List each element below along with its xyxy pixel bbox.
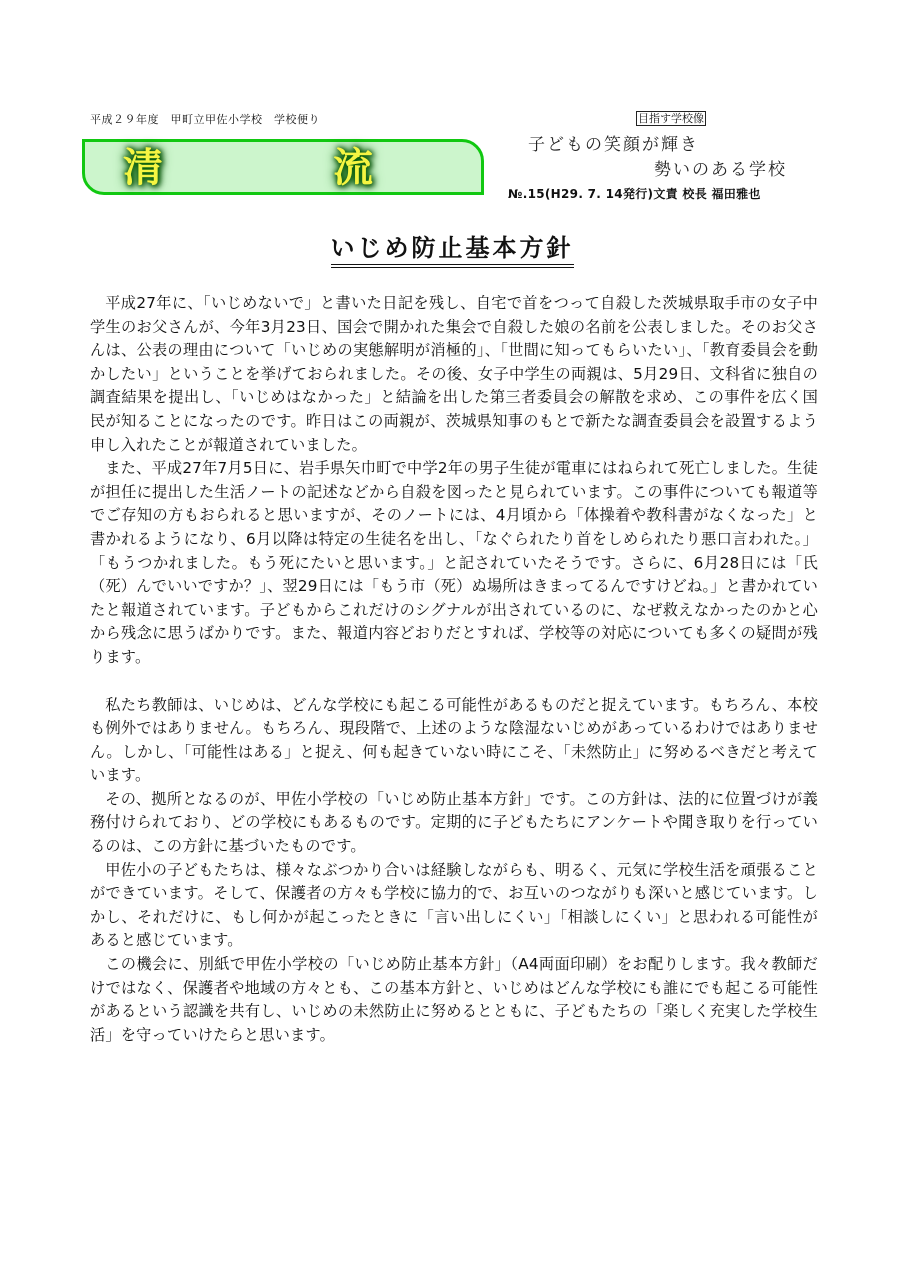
- paragraph: 甲佐小の子どもたちは、様々なぶつかり合いは経験しながらも、明るく、元気に学校生活を頑張ることができています。そして、保護者の方々も学校に協力的で、お互いのつながりも深いと感じています。しかし、それだけに、もし何かが起こったときに「言い出しにくい」「相談しにくい」と思われる可能性があると感じています。: [90, 860, 818, 950]
- newsletter-label: 平成２９年度 甲町立甲佐小学校 学校便り: [90, 113, 320, 126]
- paragraph: また、平成27年7月5日に、岩手県矢巾町で中学2年の男子生徒が電車にはねられて死亡しました。生徒が担任に提出した生活ノートの記述などから自殺を図ったと見られています。この事件についても報道等でご存知の方もおられると思いますが、そのノートには、4月頃から「体操着や教科書がなくなった」と書かれるようになり、6月以降は特定の生徒名を出し、「なぐられたり首をしめられたり悪口言われた。」「もうつかれました。もう死にたいと思います。」と記されていたそうです。さらに、6月28日には「氏（死）んでいいですか？」、翌29日には「もう市（死）ぬ場所はきまってるんですけどね。」と書かれていたと報道されています。子どもからこれだけのシグナルが出されているのに、なぜ救えなかったのかと心から残念に思うばかりです。また、報道内容どおりだとすれば、学校等の対応についても多くの疑問が残ります。: [90, 459, 818, 666]
- article-title-wrapper: [0, 233, 904, 268]
- banner-char-ryu: 流: [333, 145, 373, 191]
- paragraph: この機会に、別紙で甲佐小学校の「いじめ防止基本方針」（A4両面印刷）をお配りします。我々教師だけではなく、保護者や地域の方々とも、この基本方針と、いじめはどんな学校にも誰にでも起こる可能性があるという認識を共有し、いじめの未然防止に努めるとともに、子どもたちの「楽しく充実した学校生活」を守っていけたらと思います。: [90, 955, 818, 1044]
- school-motto-line2: 勢いのある学校: [654, 160, 787, 180]
- section-gap: [90, 670, 818, 694]
- paragraph: その、拠所となるのが、甲佐小学校の「いじめ防止基本方針」です。この方針は、法的に位置づけが義務付けられており、どの学校にもあるものです。定期的に子どもたちにアンケートや聞き取りを行っているのは、この方針に基づいたものです。: [90, 789, 818, 856]
- newsletter-banner: [82, 139, 484, 195]
- banner-char-sei: 清: [123, 145, 163, 191]
- issue-info: №.15(H29. 7. 14発行)文責 校長 福田雅也: [508, 187, 761, 201]
- school-motto-label: 目指す学校像: [638, 112, 704, 125]
- paragraph: 平成27年に、「いじめないで」と書いた日記を残し、自宅で首をつって自殺した茨城県取手市の女子中学生のお父さんが、今年3月23日、国会で開かれた集会で自殺した娘の名前を公表しました。そのお父さんは、公表の理由について「いじめの実態解明が消極的」、「世間に知ってもらいたい」、「教育委員会を動かしたい」ということを挙げておられました。その後、女子中学生の両親は、5月29日、文科省に独自の調査結果を提出し、「いじめはなかった」と結論を出した第三者委員会の解散を求め、この事件を広く国民が知ることになったのです。昨日はこの両親が、茨城県知事のもとで新たな調査委員会を設置するよう申し入れたことが報道されていました。: [90, 294, 818, 454]
- school-motto-line1: 子どもの笑顔が輝き: [528, 135, 699, 155]
- paragraph: 私たち教師は、いじめは、どんな学校にも起こる可能性があるものだと捉えています。もちろん、本校も例外ではありません。もちろん、現段階で、上述のような陰湿ないじめがあっているわけではありません。しかし、「可能性はある」と捉え、何も起きていない時にこそ、「未然防止」に努めるべきだと考えています。: [90, 695, 818, 785]
- article-title: いじめ防止基本方針: [331, 233, 574, 268]
- article-body: [90, 292, 818, 1047]
